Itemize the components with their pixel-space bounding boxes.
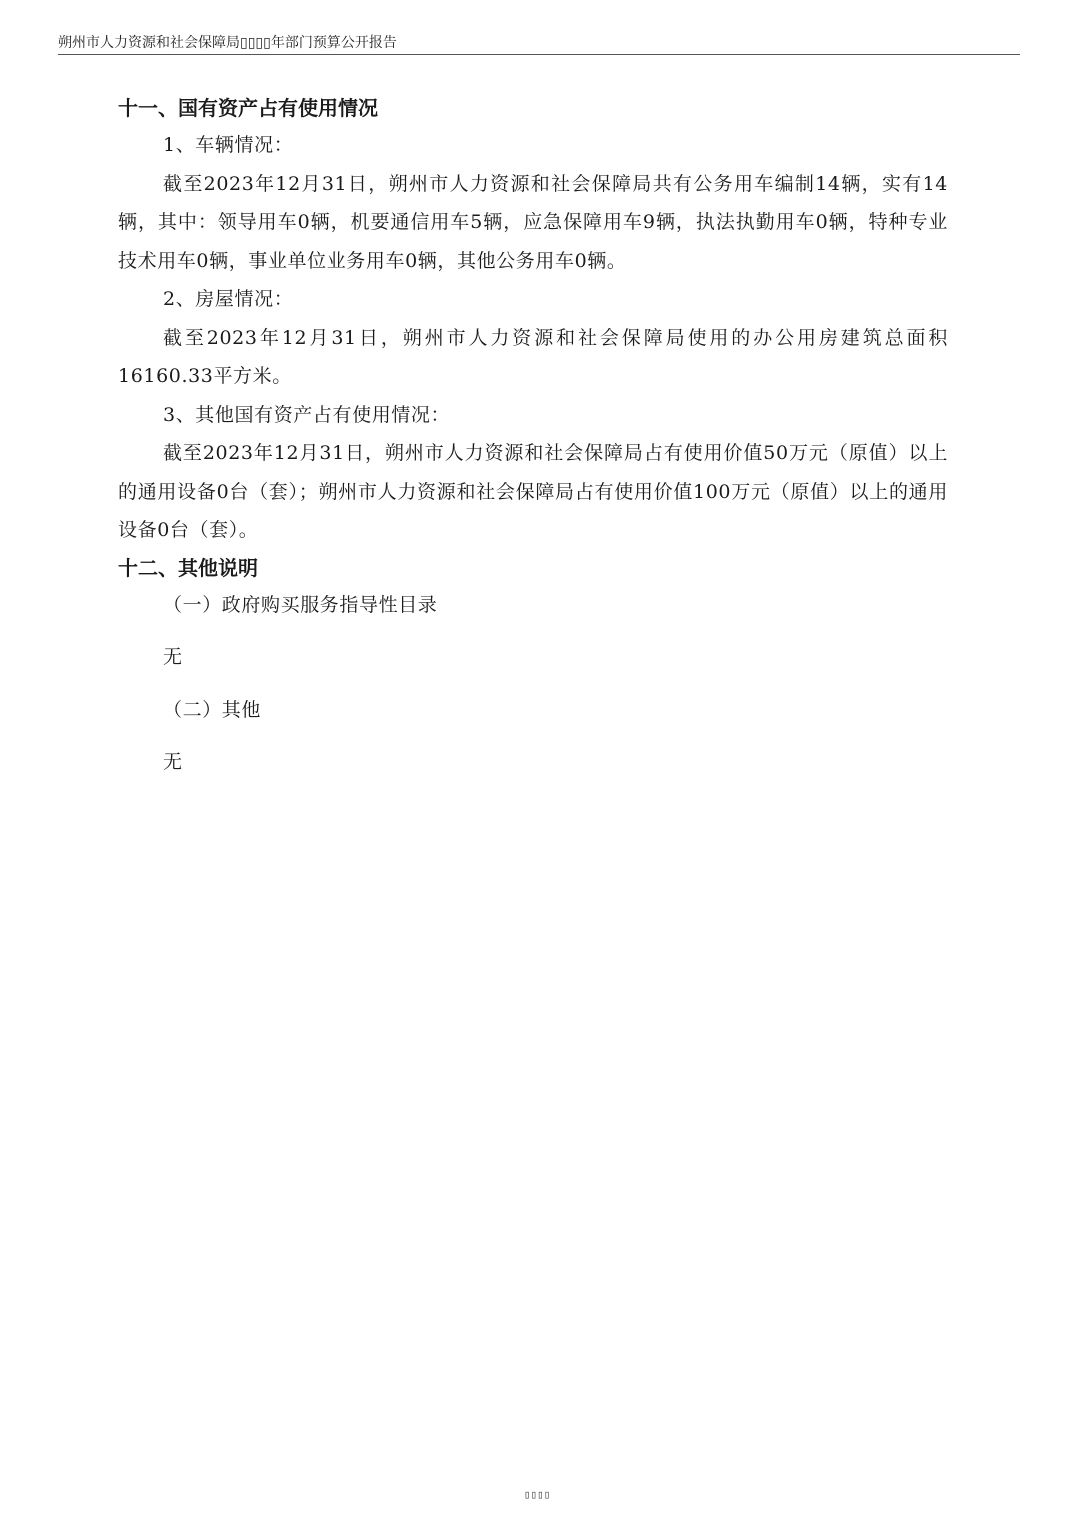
vehicles-subheading: 1、车辆情况： (163, 134, 294, 156)
vehicles-paragraph: 截至2023年12月31日，朔州市人力资源和社会保障局共有公务用车编制14辆，实有14辆，其中：领导用车0辆，机要通信用车5辆，应急保障用车9辆，执法执勤用车0辆，特种专业技术用车0辆，事业单位业务用车0辆，其他公务用车0辆。 (118, 172, 948, 272)
housing-paragraph: 截至2023年12月31日，朔州市人力资源和社会保障局使用的办公用房建筑总面积16160.33平方米。 (118, 326, 948, 387)
other-assets-paragraph: 截至2023年12月31日，朔州市人力资源和社会保障局占有使用价值50万元（原值）以上的通用设备0台（套）；朔州市人力资源和社会保障局占有使用价值100万元（原值）以上的通用设备0台（套）。 (118, 442, 948, 541)
other-assets-subheading: 3、其他国有资产占有使用情况： (163, 403, 451, 426)
procurement-subheading: （一）政府购买服务指导性目录 (163, 593, 438, 616)
housing-subheading: 2、房屋情况： (163, 288, 294, 310)
document-body (118, 90, 948, 782)
header-title: 朔州市人力资源和社会保障局▯▯▯▯年部门预算公开报告 (58, 35, 397, 51)
page-number: ▯▯▯▯ (523, 1488, 551, 1501)
other-text: 无 (163, 751, 183, 773)
other-subheading: （二）其他 (163, 698, 262, 721)
procurement-text: 无 (163, 646, 183, 668)
section-12-heading: 十二、其他说明 (118, 555, 258, 580)
page-header (58, 30, 1020, 55)
section-11-heading: 十一、国有资产占有使用情况 (118, 96, 378, 120)
